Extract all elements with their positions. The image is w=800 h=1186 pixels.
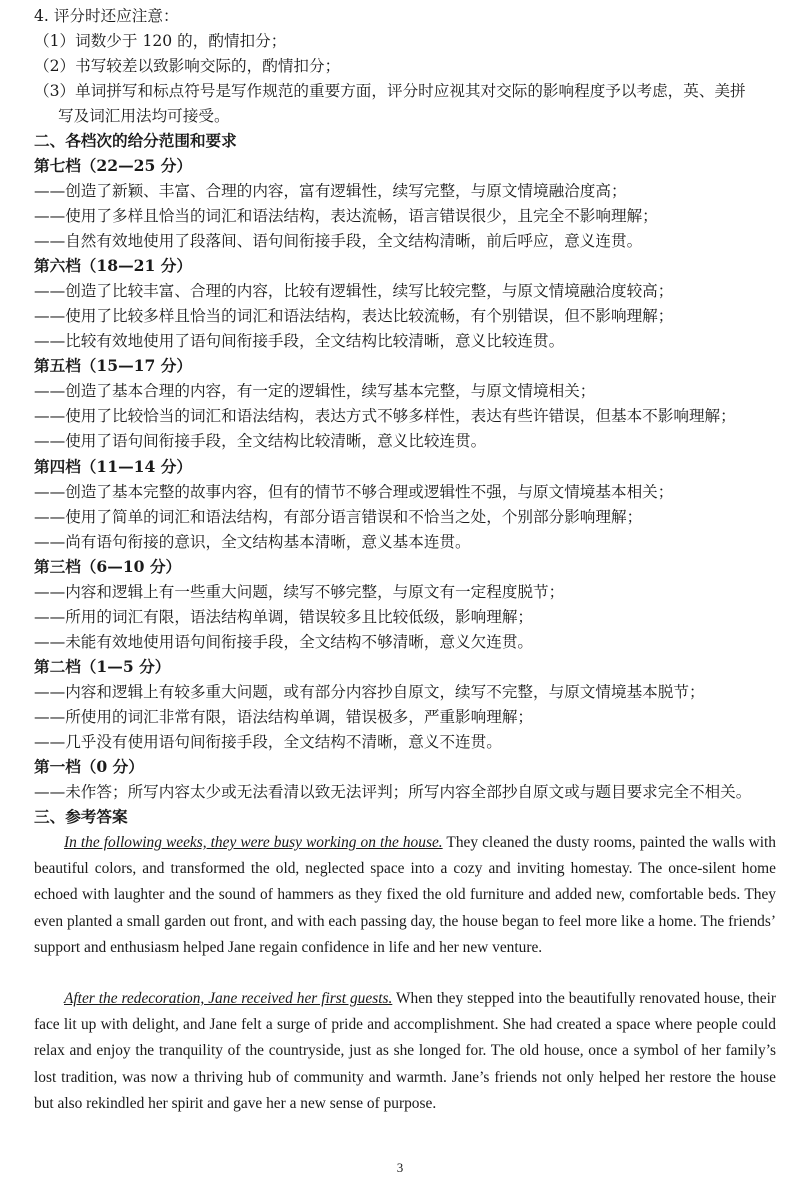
criterion-line: ——使用了比较多样且恰当的词汇和语法结构，表达比较流畅，有个别错误，但不影响理解； [34,307,674,325]
paragraph-lead-sentence: In the following weeks, they were busy working on the house. [64,834,443,851]
criterion-line: ——使用了语句间衔接手段，全文结构比较清晰，意义比较连贯。 [34,432,487,450]
criterion-line: ——创造了比较丰富、合理的内容，比较有逻辑性，续写比较完整，与原文情境融洽度较高； [34,282,674,300]
criterion-line: ——比较有效地使用了语句间衔接手段，全文结构比较清晰，意义比较连贯。 [34,332,565,350]
page-number: 3 [396,1160,404,1175]
level-title: 第二档（1—5 分） [34,657,171,676]
note-item: （1）词数少于 120 的，酌情扣分； [34,32,287,50]
criterion-line: ——使用了简单的词汇和语法结构，有部分语言错误和不恰当之处，个别部分影响理解； [34,508,643,526]
criterion-line: ——几乎没有使用语句间衔接手段，全文结构不清晰，意义不连贯。 [34,733,502,751]
criterion-line: ——尚有语句衔接的意识，全文结构基本清晰，意义基本连贯。 [34,533,471,551]
criterion-line: ——未能有效地使用语句间衔接手段，全文结构不够清晰，意义欠连贯。 [34,633,534,651]
criterion-line: ——创造了基本合理的内容，有一定的逻辑性，续写基本完整，与原文情境相关； [34,382,596,400]
criterion-line: ——所使用的词汇非常有限，语法结构单调，错误极多，严重影响理解； [34,708,534,726]
paragraph-body: When they stepped into the beautifully renovated house, their face lit up with delight, and Jane felt a surge of pride and accomplishment. She had created a space where people could relax and enjoy the tranquility of the countryside, just as she longed for. The old house, once a symbol of her family’s lost tradition, was now a thriving hub of community and warmth. Jane’s friends not only helped her restore the house but also rekindled her spirit and gave her a new sense of purpose. [34,990,776,1112]
criterion-line: ——未作答；所写内容太少或无法看清以致无法评判；所写内容全部抄自原文或与题目要求完全不相关。 [34,783,752,801]
criterion-line: ——内容和逻辑上有较多重大问题，或有部分内容抄自原文，续写不完整，与原文情境基本脱节； [34,683,705,701]
notes-title: 4. 评分时还应注意： [34,7,179,25]
level-title: 第四档（11—14 分） [34,457,192,476]
paragraph-lead-sentence: After the redecoration, Jane received her first guests. [64,990,393,1007]
answer-paragraph [34,830,776,961]
level-title: 第七档（22—25 分） [34,156,192,175]
note-item: （2）书写较差以致影响交际的，酌情扣分； [34,57,341,75]
criterion-line: ——内容和逻辑上有一些重大问题，续写不够完整，与原文有一定程度脱节； [34,583,565,601]
section-heading: 二、各档次的给分范围和要求 [34,131,237,150]
note-item: （3）单词拼写和标点符号是写作规范的重要方面，评分时应视其对交际的影响程度予以考虑，英、美拼 [34,82,746,100]
paragraph-body: They cleaned the dusty rooms, painted the walls with beautiful colors, and transformed the old, neglected space into a cozy and inviting homestay. The once-silent home echoed with laughter and the sound of hammers as they fixed the old furniture and added new, comfortable beds. They even planted a small garden out front, and with each passing day, the house began to feel more like a home. The friends’ support and enthusiasm helped Jane regain confidence in life and her new venture. [34,834,776,956]
note-item-continued: 写及词汇用法均可接受。 [58,107,230,125]
level-title: 第一档（0 分） [34,757,144,776]
criterion-line: ——创造了基本完整的故事内容，但有的情节不够合理或逻辑性不强，与原文情境基本相关； [34,483,674,501]
answer-paragraph [34,986,776,1117]
criterion-line: ——使用了比较恰当的词汇和语法结构，表达方式不够多样性，表达有些许错误，但基本不影响理解； [34,407,736,425]
criterion-line: ——所用的词汇有限，语法结构单调，错误较多且比较低级，影响理解； [34,608,534,626]
criterion-line: ——自然有效地使用了段落间、语句间衔接手段，全文结构清晰，前后呼应，意义连贯。 [34,232,643,250]
level-title: 第五档（15—17 分） [34,356,192,375]
level-title: 第六档（18—21 分） [34,256,192,275]
section-heading: 三、参考答案 [34,807,128,826]
criterion-line: ——使用了多样且恰当的词汇和语法结构，表达流畅，语言错误很少，且完全不影响理解； [34,207,658,225]
criterion-line: ——创造了新颖、丰富、合理的内容，富有逻辑性，续写完整，与原文情境融洽度高； [34,182,627,200]
level-title: 第三档（6—10 分） [34,557,182,576]
